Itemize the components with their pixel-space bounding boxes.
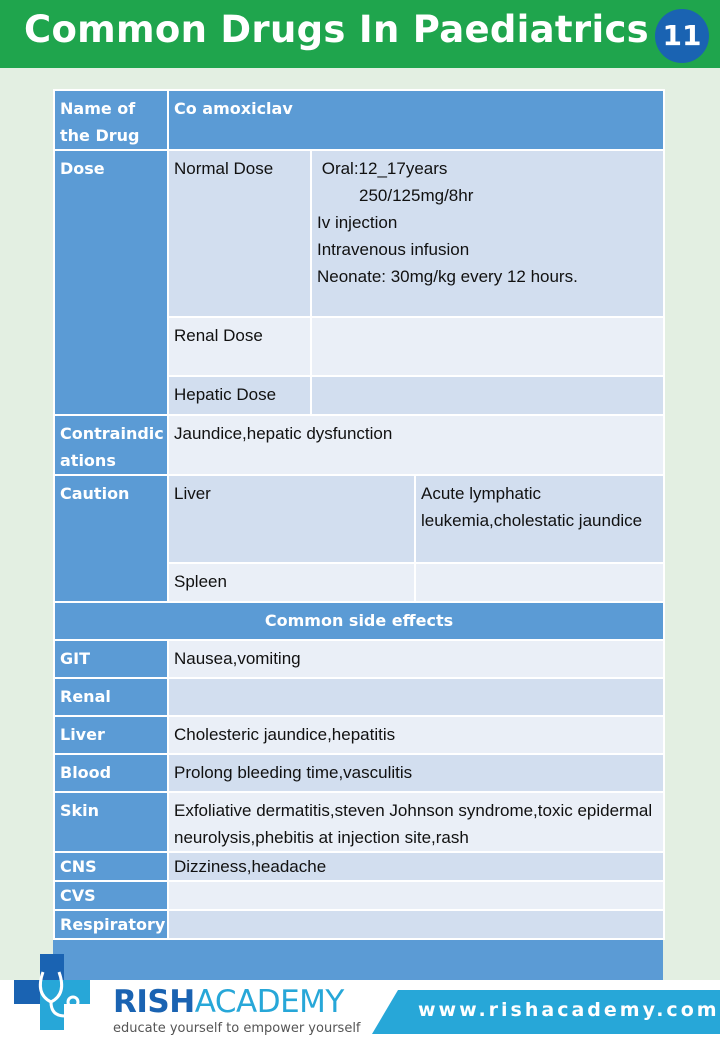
side-effects-heading: Common side effects — [54, 602, 664, 640]
table-row — [54, 90, 664, 150]
normal-dose-line: Iv injection — [317, 213, 398, 232]
renal-dose-label: Renal Dose — [168, 317, 311, 376]
normal-dose-line: Oral:12_17years — [317, 159, 448, 178]
side-effect-system: CVS — [54, 881, 168, 910]
caution-note — [415, 563, 664, 602]
hepatic-dose-label: Hepatic Dose — [168, 376, 311, 415]
brand-thin: ACADEMY — [194, 984, 344, 1020]
page-title: Common Drugs In Paediatrics — [24, 8, 649, 51]
normal-dose-line: Intravenous infusion — [317, 240, 470, 259]
table-row — [54, 910, 664, 939]
table-row — [54, 602, 664, 640]
side-effect-system: Liver — [54, 716, 168, 754]
header-banner — [0, 0, 720, 68]
table-row — [54, 150, 664, 317]
table-row — [54, 678, 664, 716]
normal-dose-label: Normal Dose — [168, 150, 311, 317]
page-number-badge: 11 — [655, 9, 709, 63]
medical-cross-stethoscope-icon — [10, 950, 94, 1034]
side-effect-value: Prolong bleeding time,vasculitis — [168, 754, 664, 792]
normal-dose-value — [311, 150, 664, 317]
contraindications-value: Jaundice,hepatic dysfunction — [168, 415, 664, 475]
side-effect-value: Dizziness,headache — [168, 852, 664, 881]
table-row — [54, 475, 664, 563]
normal-dose-line: 250/125mg/8hr — [359, 186, 474, 205]
drug-name-value: Co amoxiclav — [168, 90, 664, 150]
side-effect-system: Respiratory — [54, 910, 168, 939]
side-effect-value — [168, 678, 664, 716]
table-row — [54, 716, 664, 754]
side-effect-system: CNS — [54, 852, 168, 881]
hepatic-dose-value — [311, 376, 664, 415]
brand-bold: RISH — [113, 984, 195, 1020]
renal-dose-value — [311, 317, 664, 376]
dose-label: Dose — [54, 150, 168, 415]
normal-dose-line: Neonate: 30mg/kg every 12 hours. — [317, 267, 578, 286]
side-effect-value: Cholesteric jaundice,hepatitis — [168, 716, 664, 754]
tagline: educate yourself to empower yourself — [113, 1021, 361, 1036]
table-row — [54, 881, 664, 910]
table-row — [54, 640, 664, 678]
drug-info-table — [53, 89, 665, 940]
caution-organ: Spleen — [168, 563, 415, 602]
caution-organ: Liver — [168, 475, 415, 563]
side-effect-system: Skin — [54, 792, 168, 852]
website-link[interactable]: www.rishacademy.com — [418, 999, 720, 1021]
side-effect-system: Blood — [54, 754, 168, 792]
side-effect-value — [168, 881, 664, 910]
table-row — [54, 852, 664, 881]
side-effect-system: Renal — [54, 678, 168, 716]
brand-logo-text — [113, 984, 344, 1020]
side-effect-value — [168, 910, 664, 939]
drug-name-label: Name of the Drug — [54, 90, 168, 150]
side-effect-value: Nausea,vomiting — [168, 640, 664, 678]
table-footer-bar — [53, 940, 663, 980]
contraindications-label: Contraindic ations — [54, 415, 168, 475]
caution-note: Acute lymphatic leukemia,cholestatic jaundice — [415, 475, 664, 563]
caution-label: Caution — [54, 475, 168, 602]
table-row — [54, 754, 664, 792]
side-effect-system: GIT — [54, 640, 168, 678]
table-row — [54, 415, 664, 475]
side-effect-value: Exfoliative dermatitis,steven Johnson syndrome,toxic epidermal neurolysis,phebitis at injection site,rash — [168, 792, 664, 852]
table-row — [54, 792, 664, 852]
